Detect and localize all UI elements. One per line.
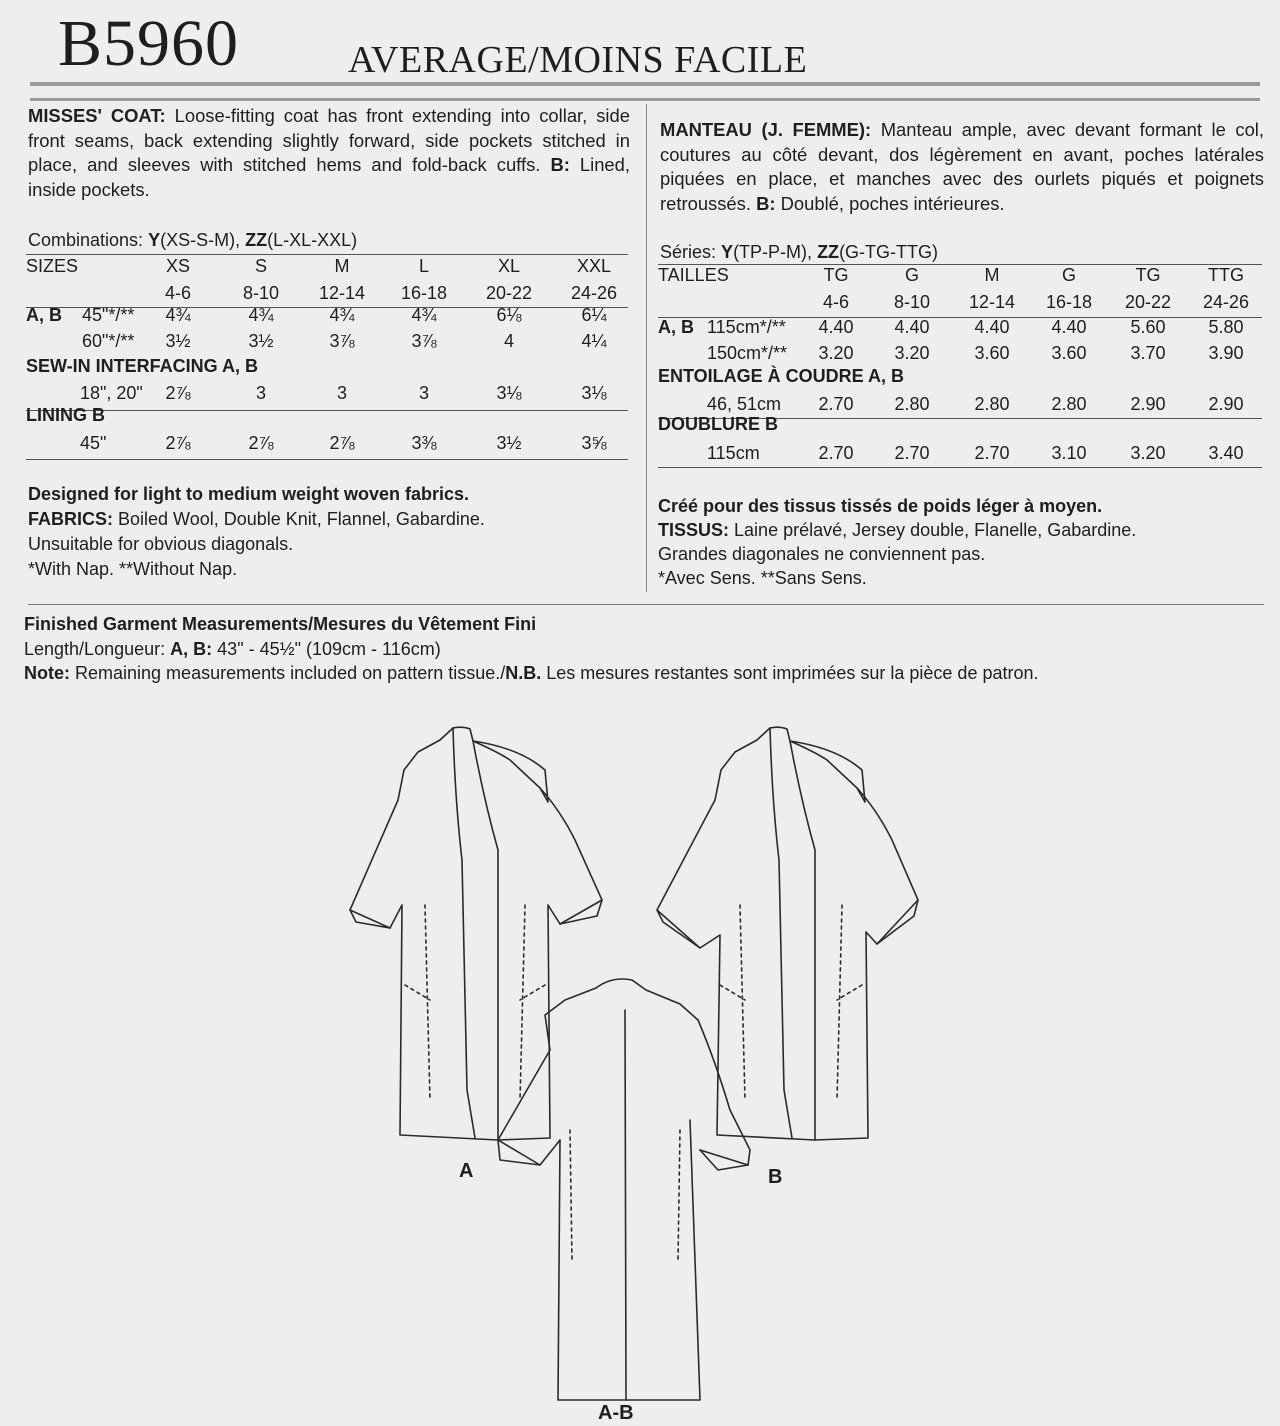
size-header: M [984, 265, 1000, 285]
yardage-value: 3⅛ [581, 383, 607, 403]
yardage-value: 2.80 [974, 394, 1010, 414]
yardage-value: 3 [336, 383, 348, 403]
size-header: XXL [576, 256, 612, 276]
size-number: 16-18 [400, 283, 448, 303]
figure-label-b: B [768, 1166, 783, 1188]
size-number: 4-6 [822, 292, 850, 312]
yardage-value: 6¼ [581, 305, 607, 325]
fabrics-text: Boiled Wool, Double Knit, Flannel, Gabardine. [118, 509, 485, 529]
description-text: Manteau ample, avec devant formant le col, coutures au côté devant, dos légèrement en avant, poches latérales piquées en place, et manches avec des ourlets piqués et poignets retroussés. [660, 119, 1264, 214]
yardage-value: 3.90 [1208, 343, 1244, 363]
coat-front-view-a [350, 727, 602, 1140]
nap-note: *With Nap. **Without Nap. [28, 559, 238, 579]
series-y-sizes: (TP-P-M), [733, 242, 813, 262]
yardage-value: 4.40 [818, 317, 854, 337]
yardage-value: 3.60 [974, 343, 1010, 363]
size-number: 8-10 [893, 292, 931, 312]
yardage-value: 5.60 [1130, 317, 1166, 337]
series-label: Séries: [660, 242, 717, 262]
fabrics-text: Laine prélavé, Jersey double, Flanelle, Gabardine. [734, 520, 1137, 540]
yardage-value: 2.90 [1130, 394, 1166, 414]
yardage-value: 2.80 [894, 394, 930, 414]
yardage-value: 5.80 [1208, 317, 1244, 337]
yardage-value: 3.20 [1130, 443, 1166, 463]
yardage-value: 2.90 [1208, 394, 1244, 414]
description-b-label: B: [756, 192, 776, 214]
yardage-value: 4.40 [894, 317, 930, 337]
sizes-label: TAILLES [658, 265, 729, 285]
size-number: 4-6 [164, 283, 192, 303]
interfacing-label: ENTOILAGE À COUDRE A, B [658, 366, 905, 386]
fabric-width-label: 115cm*/** [707, 317, 786, 337]
description-b-label: B: [550, 154, 570, 175]
fabric-width-label: 115cm [707, 443, 760, 463]
lining-label: LINING B [26, 405, 105, 425]
description-text: Loose-fitting coat has front extending into collar, side front seams, back extending slightly forward, side pockets stitched in place, and sleeves with stitched hems and fold-back cuffs. [28, 105, 630, 175]
size-header: TTG [1208, 265, 1244, 285]
series-zz-sizes: (G-TG-TTG) [839, 242, 939, 262]
yardage-value: 4 [503, 331, 515, 351]
fabric-width-label: 46, 51cm [707, 394, 782, 414]
size-header: S [254, 256, 268, 276]
yardage-value: 3.40 [1208, 443, 1244, 463]
fabric-width-label: 60"*/** [82, 331, 135, 351]
size-header: XL [497, 256, 521, 276]
note-text: Remaining measurements included on pattern tissue./ [75, 663, 506, 683]
yardage-value: 2.80 [1051, 394, 1087, 414]
length-value: 43" - 45½" (109cm - 116cm) [217, 638, 441, 659]
yardage-value: 3⅜ [411, 433, 437, 453]
size-number: 16-18 [1045, 292, 1093, 312]
description-b-text: Lined, inside pockets. [28, 154, 630, 200]
yardage-value: 2⅞ [329, 433, 355, 453]
yardage-value: 3⅝ [581, 433, 607, 453]
yardage-value: 4.40 [974, 317, 1010, 337]
yardage-value: 2⅞ [248, 433, 274, 453]
yardage-value: 3⅛ [496, 383, 522, 403]
length-label: Length/Longueur: [24, 638, 166, 659]
fabrics-label: FABRICS: [28, 509, 113, 529]
combination-y: Y [148, 230, 161, 250]
yardage-value: 3 [255, 383, 267, 403]
unsuitable-note: Unsuitable for obvious diagonals. [28, 534, 294, 554]
yardage-value: 2.70 [818, 443, 854, 463]
nb-label: N.B. [505, 663, 542, 683]
size-header: TG [823, 265, 849, 285]
size-number: 24-26 [1202, 292, 1250, 312]
size-number: 20-22 [485, 283, 533, 303]
nap-note: *Avec Sens. **Sans Sens. [658, 568, 867, 588]
yardage-value: 3.70 [1130, 343, 1166, 363]
views-label: A, B [26, 305, 62, 325]
size-header: G [1061, 265, 1077, 285]
unsuitable-note: Grandes diagonales ne conviennent pas. [658, 544, 986, 564]
sizes-label: SIZES [26, 256, 79, 276]
coat-front-view-b [657, 727, 918, 1140]
yardage-value: 4¾ [329, 305, 355, 325]
yardage-value: 4¾ [165, 305, 191, 325]
fabric-width-label: 45" [80, 433, 107, 453]
interfacing-label: SEW-IN INTERFACING A, B [26, 356, 258, 376]
yardage-value: 3⅞ [411, 331, 437, 351]
yardage-value: 2.70 [974, 443, 1010, 463]
description-b-text: Doublé, poches intérieures. [780, 192, 1005, 214]
figure-label-back: A-B [598, 1402, 634, 1424]
size-number: 8-10 [242, 283, 280, 303]
finished-title: Finished Garment Measurements/Mesures du Vêtement Fini [24, 614, 537, 634]
yardage-value: 4¾ [411, 305, 437, 325]
yardage-value: 3 [418, 383, 430, 403]
yardage-value: 3.20 [818, 343, 854, 363]
combination-zz: ZZ [245, 230, 268, 250]
size-header: XS [165, 256, 191, 276]
yardage-value: 4¾ [248, 305, 274, 325]
yardage-value: 3½ [248, 331, 274, 351]
combination-zz-sizes: (L-XL-XXL) [267, 230, 358, 250]
yardage-value: 3⅞ [329, 331, 355, 351]
views-label: A, B [658, 317, 694, 337]
yardage-value: 4.40 [1051, 317, 1087, 337]
size-number: 12-14 [318, 283, 366, 303]
description-label: MISSES' COAT: [28, 105, 166, 126]
combinations-label: Combinations: [28, 230, 144, 250]
description-label: MANTEAU (J. FEMME): [660, 119, 872, 140]
size-header: M [334, 256, 350, 276]
note-label: Note: [24, 663, 70, 683]
fabrics-label: TISSUS: [658, 520, 730, 540]
lining-label: DOUBLURE B [658, 414, 778, 434]
size-header: TG [1135, 265, 1161, 285]
fabric-width-label: 18", 20" [80, 383, 143, 403]
difficulty-level: AVERAGE/MOINS FACILE [348, 39, 808, 81]
size-header: L [418, 256, 430, 276]
fabric-width-label: 45"*/** [82, 305, 135, 325]
yardage-value: 4¼ [581, 331, 607, 351]
yardage-value: 3.20 [894, 343, 930, 363]
series-zz: ZZ [817, 242, 840, 262]
yardage-value: 2⅞ [165, 433, 191, 453]
yardage-value: 2.70 [894, 443, 930, 463]
yardage-value: 3½ [496, 433, 522, 453]
yardage-value: 3.60 [1051, 343, 1087, 363]
size-header: G [904, 265, 920, 285]
yardage-value: 2.70 [818, 394, 854, 414]
size-number: 24-26 [570, 283, 618, 303]
size-number: 12-14 [968, 292, 1016, 312]
pattern-number: B5960 [58, 7, 240, 80]
designed-for: Designed for light to medium weight woven fabrics. [28, 484, 470, 504]
nb-text: Les mesures restantes sont imprimées sur la pièce de patron. [546, 663, 1039, 683]
yardage-value: 3.10 [1051, 443, 1087, 463]
figure-label-a: A [459, 1160, 474, 1182]
fabric-width-label: 150cm*/** [707, 343, 788, 363]
designed-for: Créé pour des tissus tissés de poids léger à moyen. [658, 496, 1103, 516]
yardage-value: 6⅛ [496, 305, 522, 325]
combination-y-sizes: (XS-S-M), [160, 230, 241, 250]
series-y: Y [721, 242, 734, 262]
length-views: A, B: [170, 638, 213, 659]
coat-back-view [498, 979, 750, 1400]
size-number: 20-22 [1124, 292, 1172, 312]
yardage-value: 3½ [165, 331, 191, 351]
yardage-value: 2⅞ [165, 383, 191, 403]
